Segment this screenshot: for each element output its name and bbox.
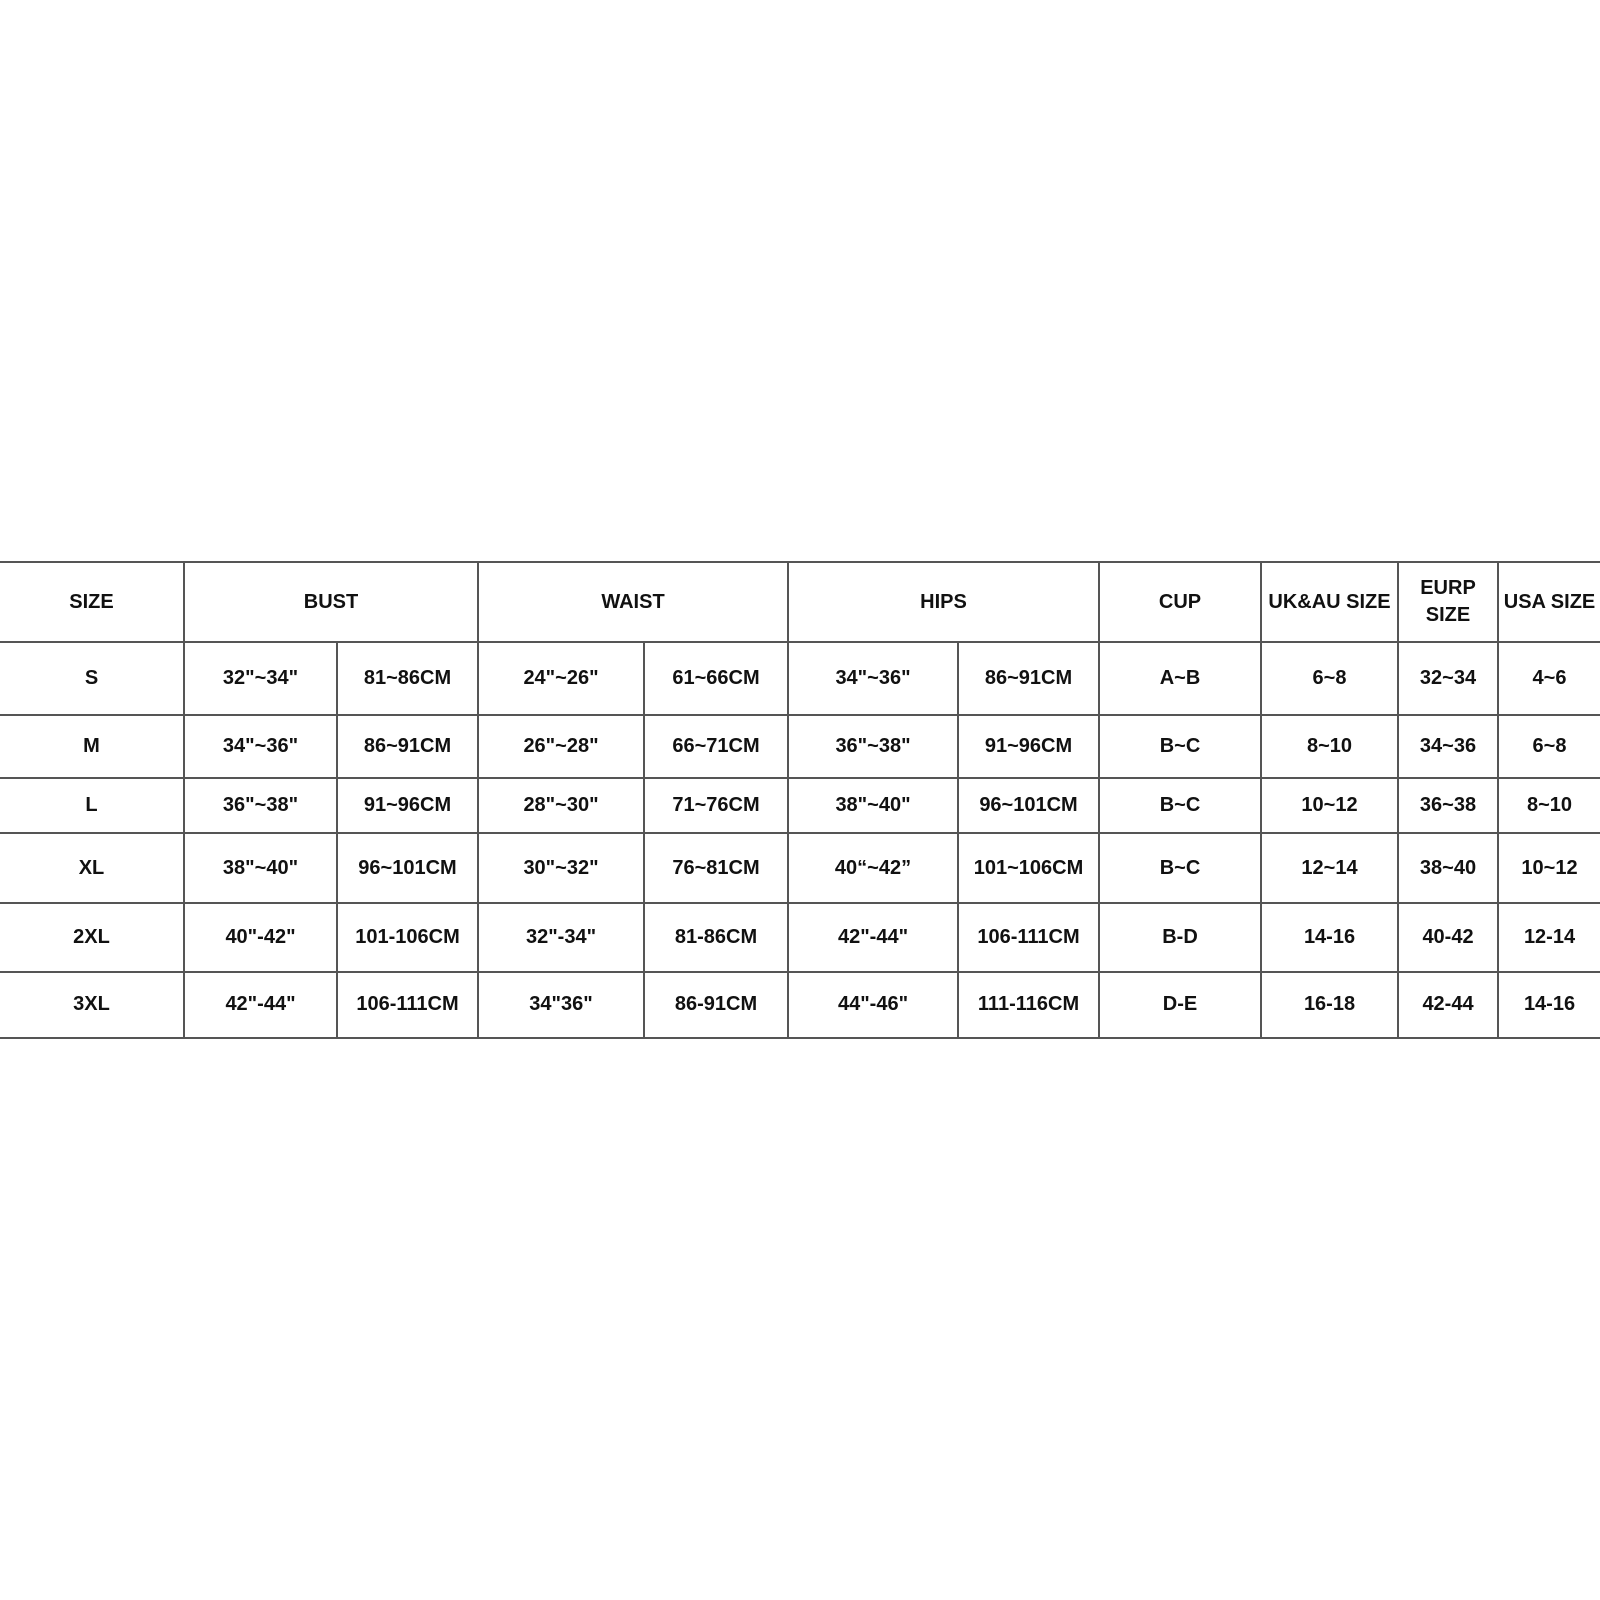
cell-hips-cm: 101~106CM <box>958 833 1099 903</box>
cell-bust-in: 38"~40" <box>184 833 337 903</box>
cell-hips-in: 44"-46" <box>788 972 958 1038</box>
cell-waist-in: 34"36" <box>478 972 644 1038</box>
header-cup: CUP <box>1099 562 1261 642</box>
cell-eurp: 42-44 <box>1398 972 1498 1038</box>
cell-size: L <box>0 778 184 833</box>
table-row <box>0 972 1600 1038</box>
table-row <box>0 715 1600 778</box>
table-row <box>0 778 1600 833</box>
cell-waist-cm: 61~66CM <box>644 642 788 714</box>
header-waist: WAIST <box>478 562 788 642</box>
cell-bust-cm: 86~91CM <box>337 715 478 778</box>
cell-bust-cm: 96~101CM <box>337 833 478 903</box>
header-size: SIZE <box>0 562 184 642</box>
cell-waist-in: 26"~28" <box>478 715 644 778</box>
cell-cup: B~C <box>1099 778 1261 833</box>
cell-waist-cm: 71~76CM <box>644 778 788 833</box>
cell-eurp: 34~36 <box>1398 715 1498 778</box>
cell-usa: 14-16 <box>1498 972 1600 1038</box>
cell-eurp: 38~40 <box>1398 833 1498 903</box>
cell-waist-in: 30"~32" <box>478 833 644 903</box>
cell-cup: B-D <box>1099 903 1261 971</box>
cell-eurp: 32~34 <box>1398 642 1498 714</box>
cell-ukau: 16-18 <box>1261 972 1398 1038</box>
header-eurp-size: EURP SIZE <box>1398 562 1498 642</box>
cell-hips-cm: 86~91CM <box>958 642 1099 714</box>
cell-waist-cm: 76~81CM <box>644 833 788 903</box>
cell-usa: 10~12 <box>1498 833 1600 903</box>
header-usa-size: USA SIZE <box>1498 562 1600 642</box>
cell-eurp: 40-42 <box>1398 903 1498 971</box>
table-row <box>0 903 1600 971</box>
cell-bust-cm: 101-106CM <box>337 903 478 971</box>
cell-hips-in: 38"~40" <box>788 778 958 833</box>
size-chart <box>0 561 1600 1039</box>
cell-waist-in: 32"-34" <box>478 903 644 971</box>
cell-ukau: 12~14 <box>1261 833 1398 903</box>
cell-ukau: 10~12 <box>1261 778 1398 833</box>
cell-ukau: 14-16 <box>1261 903 1398 971</box>
cell-waist-in: 28"~30" <box>478 778 644 833</box>
cell-hips-in: 34"~36" <box>788 642 958 714</box>
table-row <box>0 833 1600 903</box>
cell-bust-in: 42"-44" <box>184 972 337 1038</box>
cell-hips-in: 42"-44" <box>788 903 958 971</box>
cell-hips-cm: 91~96CM <box>958 715 1099 778</box>
cell-bust-cm: 106-111CM <box>337 972 478 1038</box>
header-ukau-size: UK&AU SIZE <box>1261 562 1398 642</box>
cell-hips-cm: 111-116CM <box>958 972 1099 1038</box>
cell-ukau: 6~8 <box>1261 642 1398 714</box>
cell-usa: 6~8 <box>1498 715 1600 778</box>
cell-size: S <box>0 642 184 714</box>
table-row <box>0 642 1600 714</box>
size-table <box>0 561 1600 1039</box>
cell-usa: 12-14 <box>1498 903 1600 971</box>
cell-usa: 8~10 <box>1498 778 1600 833</box>
cell-waist-cm: 66~71CM <box>644 715 788 778</box>
cell-hips-cm: 96~101CM <box>958 778 1099 833</box>
cell-waist-cm: 86-91CM <box>644 972 788 1038</box>
cell-ukau: 8~10 <box>1261 715 1398 778</box>
cell-size: 3XL <box>0 972 184 1038</box>
cell-waist-in: 24"~26" <box>478 642 644 714</box>
cell-usa: 4~6 <box>1498 642 1600 714</box>
header-row <box>0 562 1600 642</box>
cell-hips-in: 36"~38" <box>788 715 958 778</box>
cell-hips-cm: 106-111CM <box>958 903 1099 971</box>
cell-cup: A~B <box>1099 642 1261 714</box>
cell-waist-cm: 81-86CM <box>644 903 788 971</box>
cell-bust-cm: 81~86CM <box>337 642 478 714</box>
cell-size: M <box>0 715 184 778</box>
header-bust: BUST <box>184 562 478 642</box>
cell-hips-in: 40“~42” <box>788 833 958 903</box>
cell-cup: B~C <box>1099 833 1261 903</box>
cell-bust-in: 40"-42" <box>184 903 337 971</box>
cell-size: 2XL <box>0 903 184 971</box>
cell-bust-in: 36"~38" <box>184 778 337 833</box>
header-hips: HIPS <box>788 562 1099 642</box>
cell-bust-cm: 91~96CM <box>337 778 478 833</box>
cell-cup: B~C <box>1099 715 1261 778</box>
cell-cup: D-E <box>1099 972 1261 1038</box>
cell-bust-in: 34"~36" <box>184 715 337 778</box>
cell-bust-in: 32"~34" <box>184 642 337 714</box>
cell-size: XL <box>0 833 184 903</box>
cell-eurp: 36~38 <box>1398 778 1498 833</box>
